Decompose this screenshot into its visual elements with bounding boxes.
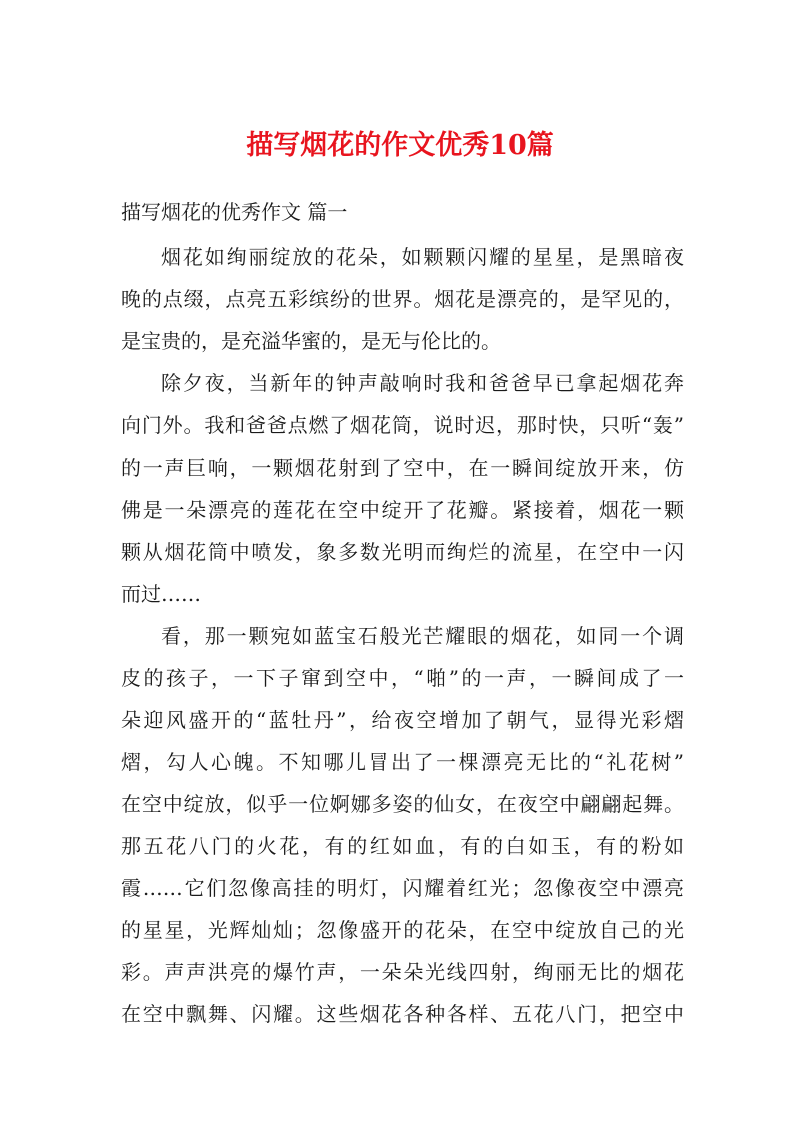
paragraph-line: 向门外。我和爸爸点燃了烟花筒，说时迟，那时快，只听“轰” — [121, 413, 684, 437]
paragraph-line: 那五花八门的火花，有的红如血，有的白如玉，有的粉如 — [121, 834, 684, 858]
paragraph-line: 皮的孩子，一下子窜到空中，“啪”的一声，一瞬间成了一 — [121, 666, 684, 690]
paragraph-line: 熠，勾人心魄。不知哪儿冒出了一棵漂亮无比的“礼花树” — [121, 750, 684, 774]
paragraph-line: 颗从烟花筒中喷发，象多数光明而绚烂的流星，在空中一闪 — [121, 540, 684, 564]
paragraph-line: 霞……它们忽像高挂的明灯，闪耀着红光；忽像夜空中漂亮 — [121, 876, 684, 900]
paragraph-line: 彩。声声洪亮的爆竹声，一朵朵光线四射，绚丽无比的烟花 — [121, 960, 684, 984]
paragraph-line: 在空中飘舞、闪耀。这些烟花各种各样、五花八门，把空中 — [121, 1002, 684, 1026]
paragraph-line: 的星星，光辉灿灿；忽像盛开的花朵，在空中绽放自己的光 — [121, 918, 684, 942]
document-title: 描写烟花的作文优秀10篇 — [246, 130, 554, 161]
paragraph-line: 是宝贵的，是充溢华蜜的，是无与伦比的。 — [121, 329, 501, 353]
paragraph-line: 佛是一朵漂亮的莲花在空中绽开了花瓣。紧接着，烟花一颗 — [121, 498, 684, 522]
paragraph-line: 除夕夜，当新年的钟声敲响时我和爸爸早已拿起烟花奔 — [161, 371, 684, 395]
paragraph-line: 烟花如绚丽绽放的花朵，如颗颗闪耀的星星，是黑暗夜 — [161, 245, 684, 269]
paragraph-line: 而过…… — [121, 582, 201, 606]
section-heading: 描写烟花的优秀作文 篇一 — [121, 200, 348, 224]
paragraph-line: 朵迎风盛开的“蓝牡丹”，给夜空增加了朝气，显得光彩熠 — [121, 708, 684, 732]
paragraph-line: 晚的点缀，点亮五彩缤纷的世界。烟花是漂亮的，是罕见的， — [121, 287, 684, 311]
paragraph-line: 在空中绽放，似乎一位婀娜多姿的仙女，在夜空中翩翩起舞。 — [121, 792, 684, 816]
paragraph-line: 看，那一颗宛如蓝宝石般光芒耀眼的烟花，如同一个调 — [161, 624, 684, 648]
paragraph-line: 的一声巨响，一颗烟花射到了空中，在一瞬间绽放开来，仿 — [121, 456, 684, 480]
